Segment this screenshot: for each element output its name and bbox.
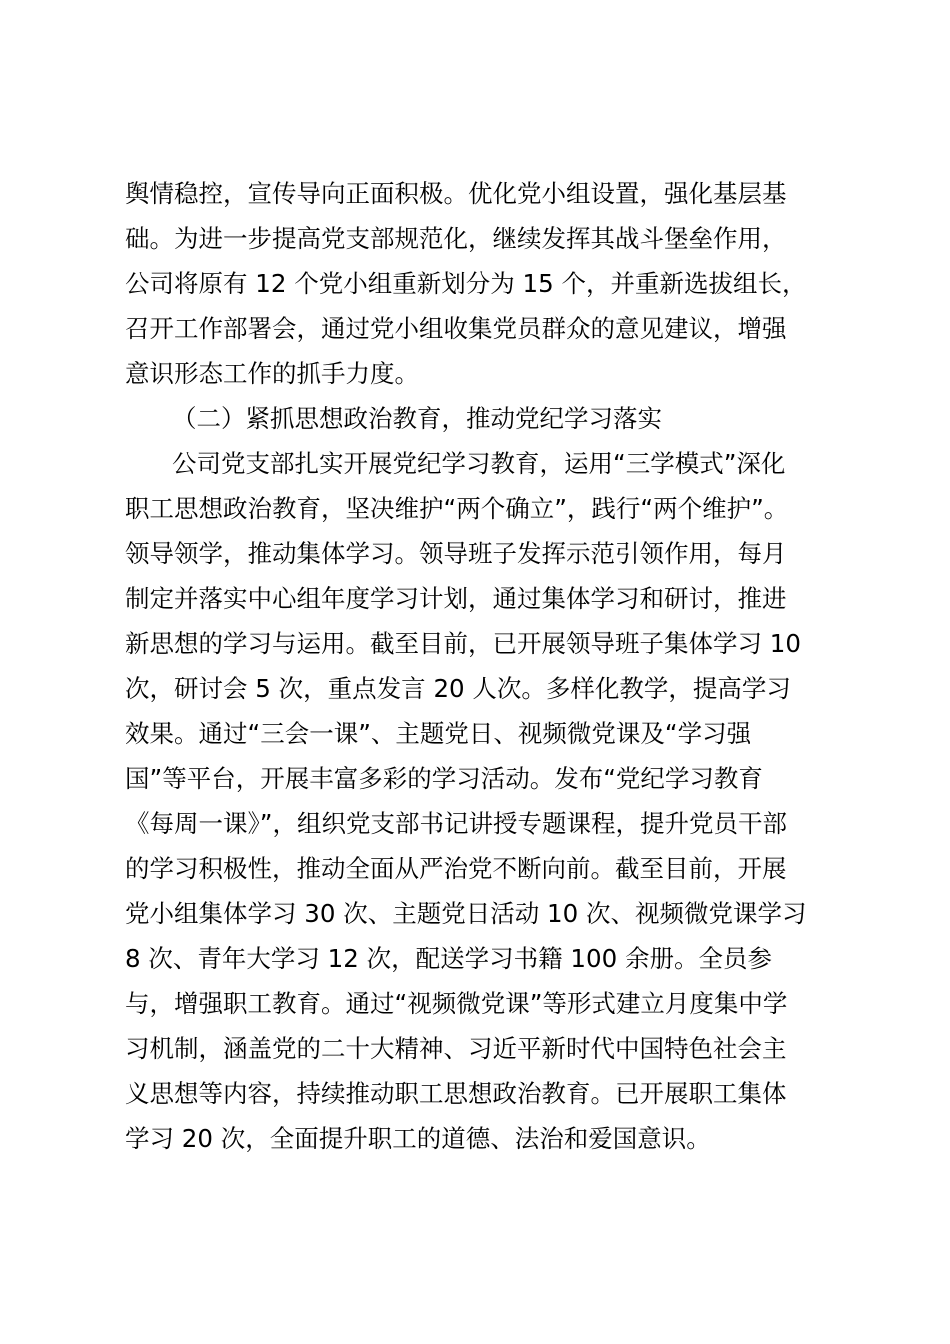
body-text-line: 召开工作部署会，通过党小组收集党员群众的意见建议，增强: [125, 314, 787, 343]
body-text-line: 制定并落实中心组年度学习计划，通过集体学习和研讨，推进: [125, 584, 787, 613]
body-text-line: 新思想的学习与运用。截至目前，已开展领导班子集体学习 10: [125, 629, 801, 658]
body-text-line: 效果。通过“三会一课”、主题党日、视频微党课及“学习强: [125, 719, 752, 748]
body-text-line: 与，增强职工教育。通过“视频微党课”等形式建立月度集中学: [125, 989, 788, 1018]
body-text-line: 党小组集体学习 30 次、主题党日活动 10 次、视频微党课学习: [125, 899, 807, 928]
body-text-line: 的学习积极性，推动全面从严治党不断向前。截至目前，开展: [125, 854, 787, 883]
body-text-line: 习机制，涵盖党的二十大精神、习近平新时代中国特色社会主: [125, 1034, 787, 1063]
body-text-line: 公司将原有 12 个党小组重新划分为 15 个，并重新选拔组长，: [125, 269, 807, 298]
body-text-line: 舆情稳控，宣传导向正面积极。优化党小组设置，强化基层基: [125, 179, 787, 208]
body-text-line: 《每周一课》”，组织党支部书记讲授专题课程，提升党员干部: [125, 809, 787, 838]
body-text-line: 职工思想政治教育，坚决维护“两个确立”，践行“两个维护”。: [125, 494, 789, 523]
body-text-line: 意识形态工作的抓手力度。: [125, 359, 419, 388]
body-text-line: 础。为进一步提高党支部规范化，继续发挥其战斗堡垒作用，: [125, 224, 787, 253]
body-text-line: 8 次、青年大学习 12 次，配送学习书籍 100 余册。全员参: [125, 944, 772, 973]
body-text-line: 领导领学，推动集体学习。领导班子发挥示范引领作用，每月: [125, 539, 787, 568]
body-text-line: 国”等平台，开展丰富多彩的学习活动。发布“党纪学习教育: [125, 764, 763, 793]
body-text-line: 公司党支部扎实开展党纪学习教育，运用“三学模式”深化: [172, 449, 786, 478]
body-text-line: 学习 20 次，全面提升职工的道德、法治和爱国意识。: [125, 1124, 711, 1153]
section-heading: （二）紧抓思想政治教育，推动党纪学习落实: [172, 404, 662, 433]
body-text-line: 义思想等内容，持续推动职工思想政治教育。已开展职工集体: [125, 1079, 787, 1108]
body-text-line: 次，研讨会 5 次，重点发言 20 人次。多样化教学，提高学习: [125, 674, 791, 703]
